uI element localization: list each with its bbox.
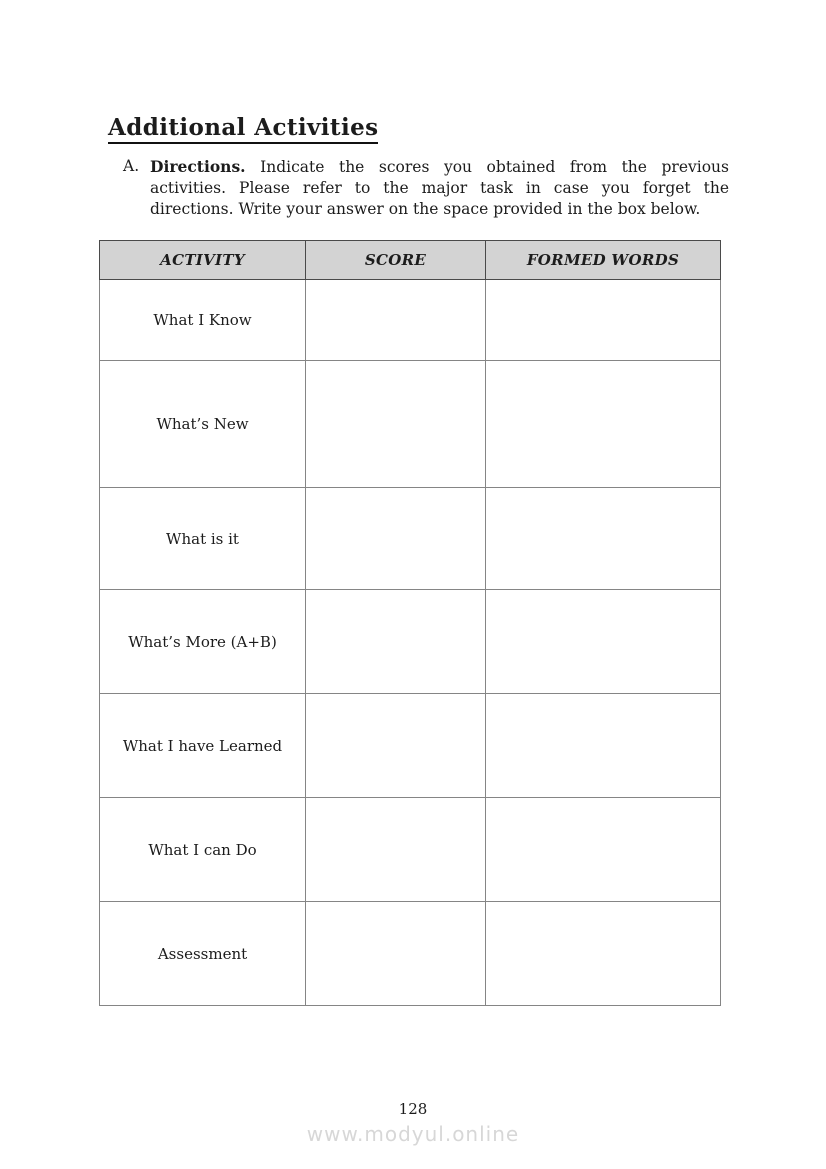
- column-header-activity: ACTIVITY: [100, 241, 306, 280]
- directions-body: Indicate the scores you obtained from the previous activities. Please refer to the major task in case you forget the directions. Write your answer on the space provided in the box below.: [150, 158, 729, 218]
- activity-cell: What I can Do: [100, 798, 306, 902]
- score-cell: [306, 694, 486, 798]
- score-cell: [306, 488, 486, 590]
- formed-words-cell: [486, 488, 721, 590]
- formed-words-cell: [486, 280, 721, 361]
- table-row: [100, 280, 721, 361]
- formed-words-cell: [486, 590, 721, 694]
- directions-text: [150, 156, 729, 220]
- table-row: [100, 694, 721, 798]
- activity-cell: What is it: [100, 488, 306, 590]
- score-cell: [306, 902, 486, 1006]
- score-cell: [306, 280, 486, 361]
- directions-paragraph: [123, 156, 729, 220]
- table-header-row: [100, 241, 721, 280]
- activity-cell: What I Know: [100, 280, 306, 361]
- table-row: [100, 488, 721, 590]
- list-marker: A.: [123, 157, 140, 175]
- activity-cell: What’s More (A+B): [100, 590, 306, 694]
- activity-cell: What I have Learned: [100, 694, 306, 798]
- formed-words-cell: [486, 798, 721, 902]
- table-row: [100, 590, 721, 694]
- activity-cell: What’s New: [100, 361, 306, 488]
- activity-cell: Assessment: [100, 902, 306, 1006]
- formed-words-cell: [486, 694, 721, 798]
- page-number: 128: [398, 1100, 428, 1118]
- directions-label: Directions.: [150, 157, 246, 176]
- page-title: Additional Activities: [108, 114, 378, 144]
- score-cell: [306, 361, 486, 488]
- formed-words-cell: [486, 361, 721, 488]
- table-row: [100, 902, 721, 1006]
- watermark-text: www.modyul.online: [306, 1122, 520, 1146]
- score-cell: [306, 798, 486, 902]
- score-cell: [306, 590, 486, 694]
- scores-table: [99, 240, 721, 1006]
- table-row: [100, 798, 721, 902]
- table-row: [100, 361, 721, 488]
- column-header-formed-words: FORMED WORDS: [486, 241, 721, 280]
- column-header-score: SCORE: [306, 241, 486, 280]
- formed-words-cell: [486, 902, 721, 1006]
